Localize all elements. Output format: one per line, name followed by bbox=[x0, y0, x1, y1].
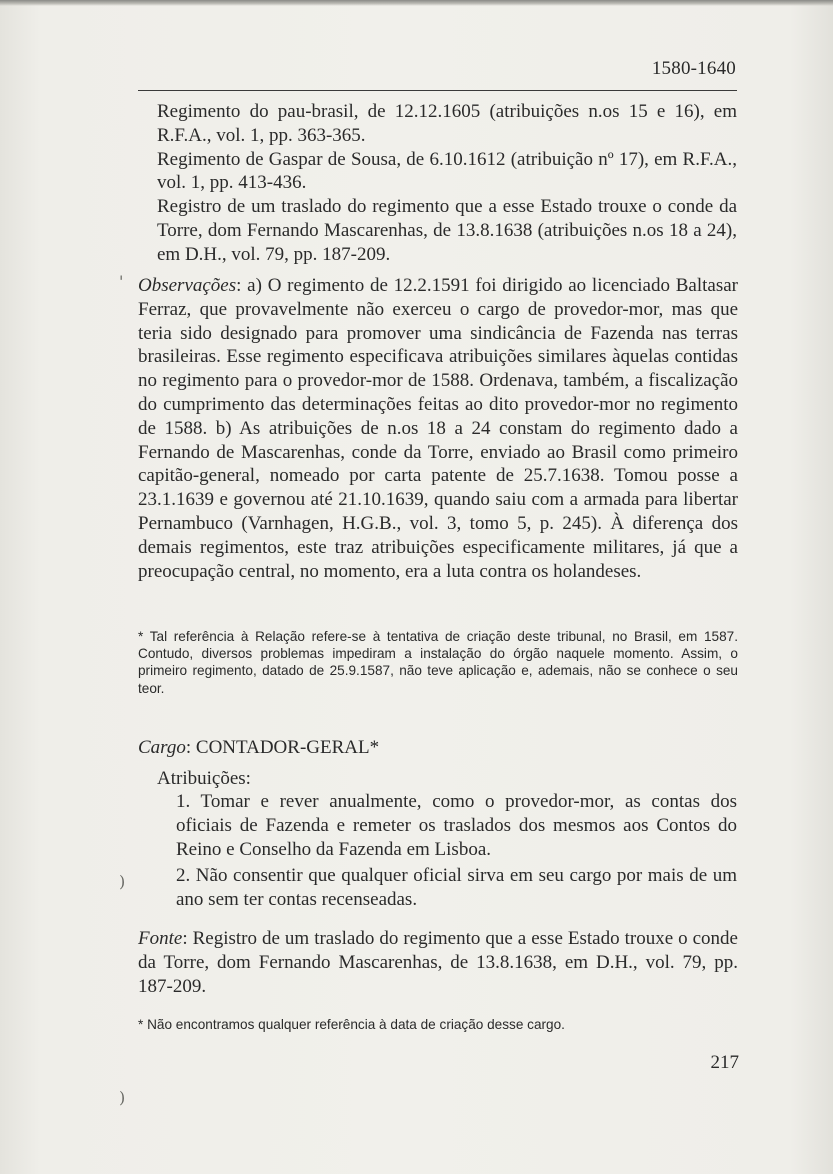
observacoes-text: : a) O regimento de 12.2.1591 foi dirigido ao licenciado Baltasar Ferraz, que provavelmente não exerceu o cargo de provedor-mor, mas que teria sido designado para promover uma sindicância de Fazenda nas terras brasileiras. Esse regimento especificava atribuições similares àquelas contidas no regimento para o provedor-mor de 1588. Ordenava, também, a fiscalização do cumprimento das determinações feitas ao dito provedor-mor no regimento de 1588. b) As atribuições de n.os 18 a 24 constam do regimento dado a Fernando de Mascarenhas, conde da Torre, enviado ao Brasil como primeiro capitão-general, nomeado por carta patente de 25.7.1638. Tomou posse a 23.1.1639 e governou até 21.10.1639, quando saiu com a armada para libertar Pernambuco (Varnhagen, H.G.B., vol. 3, tomo 5, p. 245). À diferença dos demais regimentos, este traz atribuições especificamente militares, já que a preocupação central, no momento, era a luta contra os holandeses. bbox=[138, 275, 738, 582]
source-item: Regimento de Gaspar de Sousa, de 6.10.1612 (atribuição nº 17), em R.F.A., vol. 1, pp. 413-436. bbox=[157, 148, 737, 194]
cargo-label: Cargo bbox=[138, 737, 186, 758]
cargo-title: : CONTADOR-GERAL* bbox=[185, 737, 380, 758]
footnote-contador: * Não encontramos qualquer referência à data de criação desse cargo. bbox=[138, 1017, 565, 1032]
fonte-text: : Registro de um traslado do regimento que a esse Estado trouxe o conde da Torre, dom Fernando Mascarenhas, de 13.8.1638, em D.H., vol. 79, pp. 187-209. bbox=[138, 928, 738, 997]
running-head: 1580-1640 bbox=[651, 58, 736, 79]
source-item: Regimento do pau-brasil, de 12.12.1605 (atribuições n.os 15 e 16), em R.F.A., vol. 1, pp. 363-365. bbox=[157, 101, 737, 146]
sources-top bbox=[157, 100, 737, 267]
header-rule bbox=[138, 90, 737, 91]
scan-top-edge bbox=[0, 0, 833, 6]
margin-mark: ) bbox=[119, 872, 126, 891]
cargo-heading bbox=[138, 736, 738, 760]
observacoes-paragraph bbox=[138, 274, 738, 583]
source-item: Registro de um traslado do regimento que a esse Estado trouxe o conde da Torre, dom Fernando Mascarenhas, de 13.8.1638 (atribuições n.os 18 a 24), em D.H., vol. 79, pp. 187-209. bbox=[157, 196, 737, 265]
page-number: 217 bbox=[710, 1052, 739, 1073]
fonte-paragraph bbox=[138, 927, 738, 998]
atribuicao-item bbox=[176, 864, 737, 912]
fonte-label: Fonte bbox=[138, 928, 183, 949]
atribuicoes-label: Atribuições: bbox=[157, 768, 251, 789]
atribuicao-1: 1. Tomar e rever anualmente, como o provedor-mor, as contas dos oficiais de Fazenda e remeter os traslados dos mesmos aos Contos do Reino e Conselho da Fazenda em Lisboa. bbox=[176, 791, 737, 860]
atribuicao-item bbox=[176, 790, 737, 861]
atribuicao-2: 2. Não consentir que qualquer oficial sirva em seu cargo por mais de um ano sem ter contas recenseadas. bbox=[176, 865, 737, 910]
margin-mark: ) bbox=[119, 1088, 126, 1107]
observacoes-label: Observações bbox=[138, 275, 237, 296]
footnote-relacao: * Tal referência à Relação refere-se à tentativa de criação deste tribunal, no Brasil, em 1587. Contudo, diversos problemas impediram a instalação do órgão naquele momento. Assim, o primeiro regimento, datado de 25.9.1587, não teve aplicação e, ademais, não se conhece o seu teor. bbox=[138, 629, 738, 696]
margin-mark: ' bbox=[119, 272, 124, 291]
